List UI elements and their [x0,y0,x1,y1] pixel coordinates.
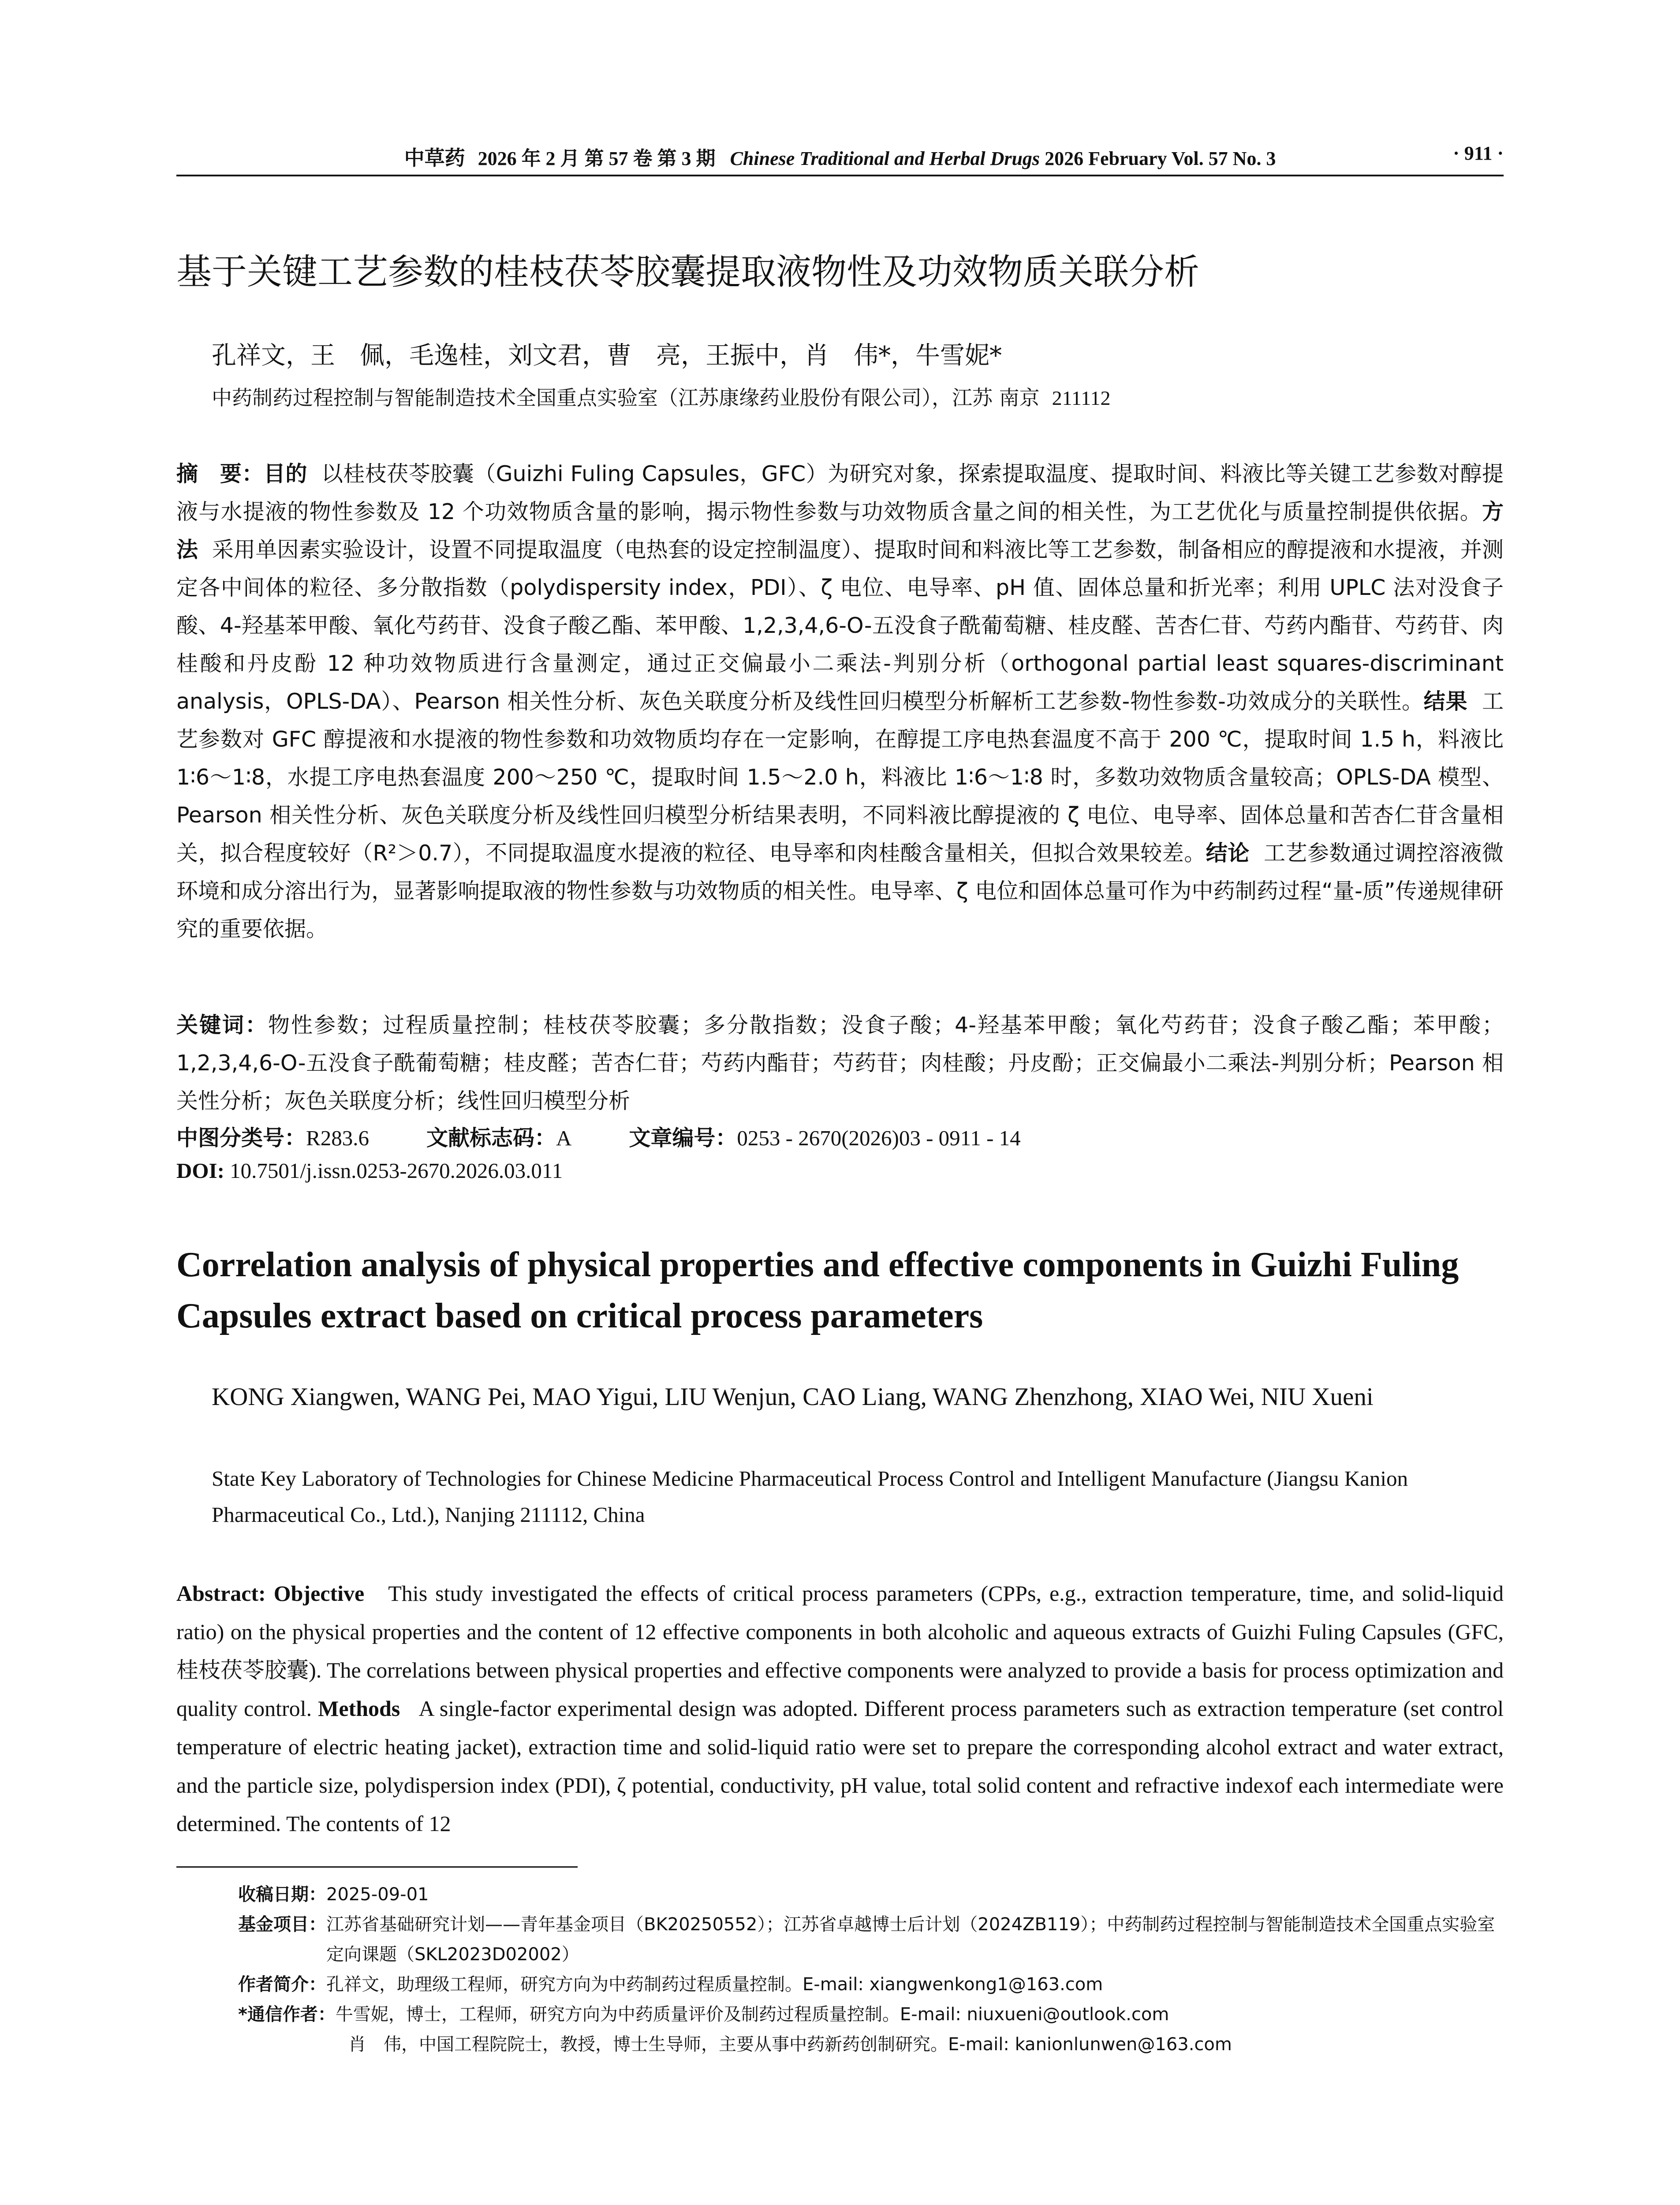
footnote-rule [176,1866,578,1868]
affiliation-cn-text: 中药制药过程控制与智能制造技术全国重点实验室（江苏康缘药业股份有限公司），江苏 南京 [212,386,1040,410]
affiliation-cn [212,382,1490,411]
running-header [176,142,1504,175]
abstract-en-label: Abstract: Objective [176,1581,365,1606]
objective-cn-text: 以桂枝茯苓胶囊（Guizhi Fuling Capsules，GFC）为研究对象，探索提取温度、提取时间、料液比等关键工艺参数对醇提液与水提液的物性参数及 12 个功效物质含量的影响，揭示物性参数与功效物质含量之间的相关性，为工艺优化与质量控制提供依据。 [176,461,1504,524]
keywords-cn-text: 物性参数；过程质量控制；桂枝茯苓胶囊；多分散指数；没食子酸；4-羟基苯甲酸；氧化芍药苷；没食子酸乙酯；苯甲酸；1,2,3,4,6-O-五没食子酰葡萄糖；桂皮醛；苦杏仁苷；芍药内酯苷；芍药苷；肉桂酸；丹皮酚；正交偏最小二乘法-判别分析；Pearson 相关性分析；灰色关联度分析；线性回归模型分析 [176,1013,1504,1114]
journal-name-en: Chinese Traditional and Herbal Drugs [730,148,1040,169]
corr-label: *通信作者： [238,2004,336,2025]
conclusion-cn-text: 工艺参数通过调控溶液微环境和成分溶出行为，显著影响提取液的物性参数与功效物质的相关性。电导率、ζ 电位和固体总量可作为中药制药过程“量-质”传递规律研究的重要依据。 [176,841,1504,942]
issue-cn: 2026 年 2 月 第 57 卷 第 3 期 [478,148,716,169]
abstract-cn [176,455,1504,948]
abstract-cn-label: 摘 要： [176,461,264,486]
doi-value[interactable]: 10.7501/j.issn.0253-2670.2026.03.011 [230,1159,563,1183]
clc-label: 中图分类号： [176,1125,306,1151]
keywords-cn [176,1006,1504,1120]
affiliation-en: State Key Laboratory of Technologies for Chinese Medicine Pharmaceutical Process Control and Intelligent Manufacture (Jiangsu Kanion Pharmaceutical Co., Ltd.), Nanjing 211112, China [212,1466,1408,1527]
footnote-fund [238,1910,1506,1970]
fund-value: 江苏省基础研究计划——青年基金项目（BK20250552）；江苏省卓越博士后计划（2024ZB119）；中药制药过程控制与智能制造技术全国重点实验室定向课题（SKL2023D02002） [326,1914,1495,1965]
article-id-label: 文章编号： [629,1125,737,1151]
header-journal-info [176,142,1504,171]
title-en: Correlation analysis of physical properties and effective components in Guizhi Fuling Capsules extract based on critical process parameters [176,1245,1459,1335]
page-number: · 911 · [1453,142,1504,164]
title-cn: 基于关键工艺参数的桂枝茯苓胶囊提取液物性及功效物质关联分析 [176,251,1199,292]
received-label: 收稿日期： [238,1884,326,1905]
methods-en-text: A single-factor experimental design was adopted. Different process parameters such as extraction temperature (set control temperature of electric heating jacket), extraction time and solid-liquid ratio were set to prepare the corresponding alcohol extract and water extract, and the particle size, polydispersion index (PDI), ζ potential, conductivity, pH value, total solid content and refractive indexof each intermediate were determined. The contents of 12 [176,1696,1504,1836]
issue-en: 2026 February Vol. 57 No. 3 [1045,148,1276,169]
objective-en-text: This study investigated the effects of critical process parameters (CPPs, e.g., extraction temperature, time, and solid-liquid ratio) on the physical properties and the content of 12 effective components in both alcoholic and aqueous extracts of Guizhi Fuling Capsules (GFC, 桂枝茯苓胶囊). The correlations between physical properties and effective components were analyzed to provide a basis for process optimization and quality control. [176,1581,1504,1721]
results-cn-label: 结果 [1423,689,1468,714]
objective-cn-label: 目的 [263,461,307,486]
corr-value-1: 牛雪妮，博士，工程师，研究方向为中药质量评价及制药过程质量控制。E-mail: niuxueni@outlook.com [335,2004,1169,2025]
authors-cn: 孔祥文，王 佩，毛逸桂，刘文君，曹 亮，王振中，肖 伟*，牛雪妮* [212,341,1002,370]
methods-cn-label: 方法 [176,499,1504,562]
bio-label: 作者简介： [238,1974,326,1995]
abstract-en [176,1574,1504,1843]
received-value: 2025-09-01 [326,1884,429,1905]
journal-name-cn: 中草药 [404,146,465,170]
clc-value: R283.6 [306,1126,369,1150]
doc-code-label: 文献标志码： [426,1125,556,1151]
footnote-corresponding-2 [238,2029,1506,2059]
footnotes [238,1880,1506,2059]
keywords-cn-label: 关键词： [176,1013,269,1038]
doi-line [176,1158,1504,1183]
footnote-received [238,1880,1506,1910]
fund-label: 基金项目： [238,1914,326,1935]
authors-en: KONG Xiangwen, WANG Pei, MAO Yigui, LIU Wenjun, CAO Liang, WANG Zhenzhong, XIAO Wei, NIU Xueni [212,1383,1374,1411]
results-cn-text: 工艺参数对 GFC 醇提液和水提液的物性参数和功效物质均存在一定影响，在醇提工序电热套温度不高于 200 ℃，提取时间 1.5 h，料液比 1∶6～1∶8，水提工序电热套温度 200～250 ℃，提取时间 1.5～2.0 h，料液比 1∶6～1∶8 时，多数功效物质含量较高；OPLS-DA 模型、Pearson 相关性分析、灰色关联度分析及线性回归模型分析结果表明，不同料液比醇提液的 ζ 电位、电导率、固体总量和苦杏仁苷含量相关，拟合程度较好（R²＞0.7），不同提取温度水提液的粒径、电导率和肉桂酸含量相关，但拟合效果较差。 [176,689,1504,866]
conclusion-cn-label: 结论 [1206,841,1250,866]
methods-cn-text: 采用单因素实验设计，设置不同提取温度（电热套的设定控制温度）、提取时间和料液比等工艺参数，制备相应的醇提液和水提液，并测定各中间体的粒径、多分散指数（polydispersity index，PDI）、ζ 电位、电导率、pH 值、固体总量和折光率；利用 UPLC 法对没食子酸、4-羟基苯甲酸、氧化芍药苷、没食子酸乙酯、苯甲酸、1,2,3,4,6-O-五没食子酰葡萄糖、桂皮醛、苦杏仁苷、芍药内酯苷、芍药苷、肉桂酸和丹皮酚 12 种功效物质进行含量测定，通过正交偏最小二乘法-判别分析（orthogonal partial least squares-discriminant analysis，OPLS-DA）、Pearson 相关性分析、灰色关联度分析及线性回归模型分析解析工艺参数-物性参数-功效成分的关联性。 [176,537,1504,714]
article-id-value: 0253 - 2670(2026)03 - 0911 - 14 [737,1126,1021,1150]
doc-code-value: A [556,1126,572,1150]
corr-value-2: 肖 伟，中国工程院院士，教授，博士生导师，主要从事中药新药创制研究。E-mail: kanionlunwen@163.com [348,2034,1232,2055]
methods-en-label: Methods [318,1696,400,1721]
footnote-corresponding [238,1999,1506,2029]
classification-line [176,1121,1504,1152]
affiliation-cn-postcode: 211112 [1052,387,1111,409]
header-rule [176,175,1504,176]
footnote-bio [238,1970,1506,1999]
doi-label: DOI: [176,1159,224,1183]
bio-value: 孔祥文，助理级工程师，研究方向为中药制药过程质量控制。E-mail: xiangwenkong1@163.com [326,1974,1103,1995]
